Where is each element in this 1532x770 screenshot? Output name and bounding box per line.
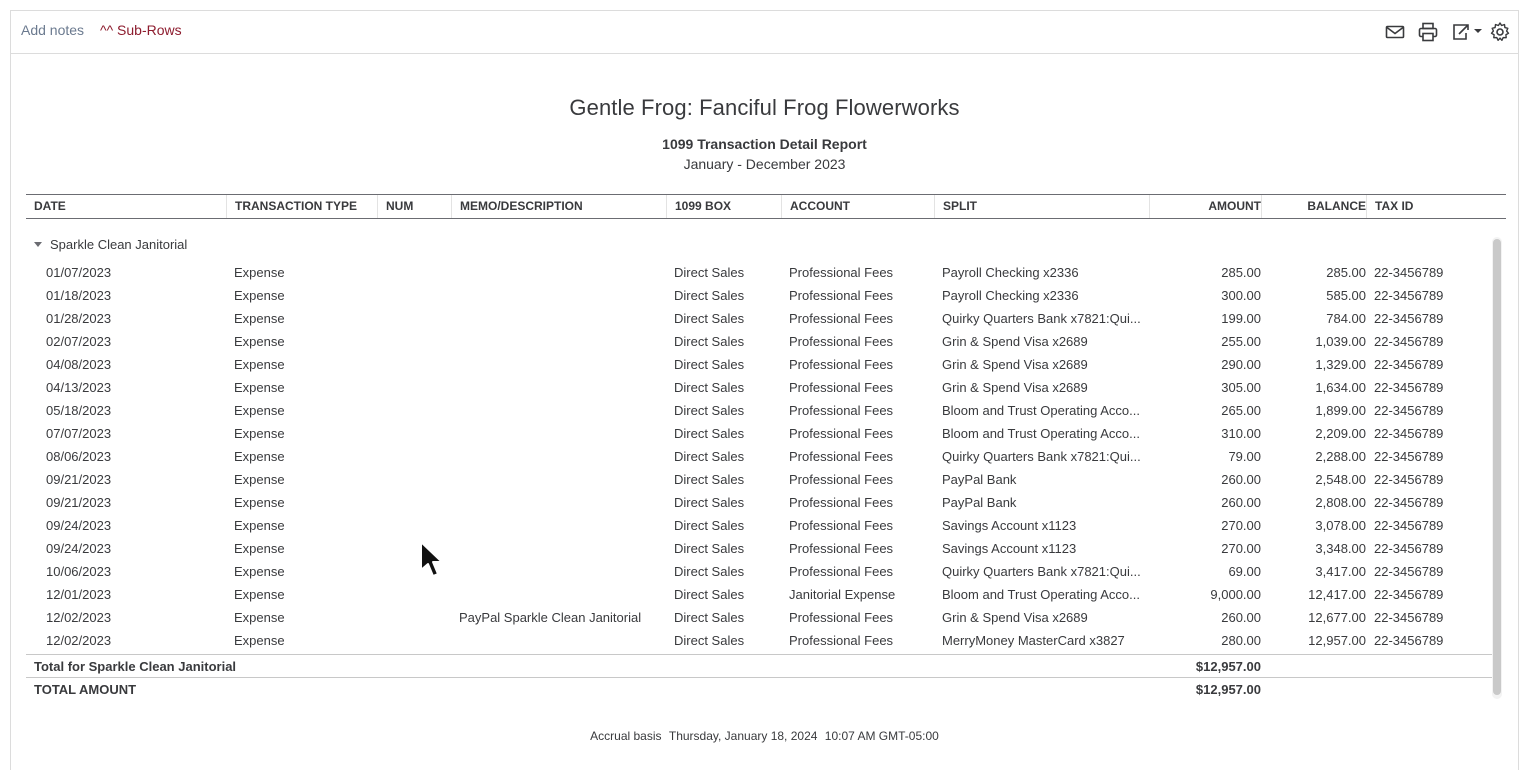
table-row[interactable] — [26, 399, 1492, 422]
cell-1099-box: Direct Sales — [674, 357, 745, 372]
cell-account: Professional Fees — [789, 495, 894, 510]
cell-split: Savings Account x1123 — [942, 518, 1077, 533]
cell-account: Professional Fees — [789, 311, 894, 326]
report-footer — [11, 729, 1518, 743]
cell-amount[interactable]: 260.00 — [1221, 495, 1261, 510]
cell-1099-box: Direct Sales — [674, 380, 745, 395]
cell-account: Professional Fees — [789, 449, 894, 464]
cell-date: 09/21/2023 — [46, 472, 112, 487]
cell-account: Professional Fees — [789, 472, 894, 487]
report-toolbar — [11, 11, 1518, 54]
table-row[interactable] — [26, 445, 1492, 468]
cell-num — [386, 284, 450, 307]
cell-balance: 3,417.00 — [1315, 564, 1366, 579]
group-total-amount[interactable]: $12,957.00 — [1195, 659, 1261, 674]
grand-total-label: TOTAL AMOUNT — [34, 682, 137, 697]
cell-split: Bloom and Trust Operating Acco... — [942, 403, 1140, 418]
report-frame — [10, 10, 1519, 770]
cell-account: Professional Fees — [789, 633, 894, 648]
cell-balance: 2,548.00 — [1315, 472, 1366, 487]
cell-balance: 1,634.00 — [1315, 380, 1366, 395]
cell-amount[interactable]: 290.00 — [1221, 357, 1261, 372]
cell-balance: 12,957.00 — [1308, 633, 1366, 648]
cell-transaction-type: Expense — [234, 610, 285, 625]
cell-amount[interactable]: 285.00 — [1221, 265, 1261, 280]
table-row[interactable] — [26, 422, 1492, 445]
cell-num — [386, 330, 450, 353]
cell-num — [386, 422, 450, 445]
cell-transaction-type: Expense — [234, 472, 285, 487]
cell-amount[interactable]: 260.00 — [1221, 472, 1261, 487]
cell-num — [386, 353, 450, 376]
cell-tax-id: 22-3456789 — [1374, 587, 1444, 602]
cell-num — [386, 307, 450, 330]
cell-split: Grin & Spend Visa x2689 — [942, 610, 1088, 625]
cell-amount[interactable]: 79.00 — [1228, 449, 1261, 464]
cell-1099-box: Direct Sales — [674, 495, 745, 510]
cell-1099-box: Direct Sales — [674, 288, 745, 303]
column-header-date[interactable]: DATE — [26, 195, 227, 218]
cell-date: 01/07/2023 — [46, 265, 112, 280]
cell-split: Bloom and Trust Operating Acco... — [942, 587, 1140, 602]
cell-1099-box: Direct Sales — [674, 633, 745, 648]
cell-balance: 3,348.00 — [1315, 541, 1366, 556]
cell-balance: 12,677.00 — [1308, 610, 1366, 625]
table-row[interactable] — [26, 330, 1492, 353]
cell-date: 01/28/2023 — [46, 311, 112, 326]
cell-date: 12/02/2023 — [46, 633, 112, 648]
footer-time: 10:07 AM GMT-05:00 — [824, 729, 939, 743]
cell-memo — [459, 514, 665, 537]
cell-num — [386, 491, 450, 514]
grand-total-amount[interactable]: $12,957.00 — [1195, 682, 1261, 697]
cell-1099-box: Direct Sales — [674, 403, 745, 418]
cell-tax-id: 22-3456789 — [1374, 357, 1444, 372]
cell-account: Professional Fees — [789, 541, 894, 556]
cell-date: 09/24/2023 — [46, 518, 112, 533]
cell-split: Savings Account x1123 — [942, 541, 1077, 556]
mouse-cursor-icon — [419, 540, 445, 580]
column-header-transaction-type[interactable]: TRANSACTION TYPE — [227, 195, 378, 218]
cell-1099-box: Direct Sales — [674, 449, 745, 464]
cell-tax-id: 22-3456789 — [1374, 334, 1444, 349]
column-header-amount[interactable]: AMOUNT — [1150, 195, 1262, 218]
group-total-row — [26, 654, 1492, 678]
cell-num — [386, 261, 450, 284]
cell-split: Quirky Quarters Bank x7821:Qui... — [942, 564, 1141, 579]
table-row[interactable] — [26, 353, 1492, 376]
cell-memo — [459, 376, 665, 399]
cell-split: Payroll Checking x2336 — [942, 288, 1079, 303]
cell-account: Professional Fees — [789, 564, 894, 579]
cell-amount[interactable]: 9,000.00 — [1210, 587, 1261, 602]
cell-amount[interactable]: 300.00 — [1221, 288, 1261, 303]
table-row[interactable] — [26, 491, 1492, 514]
cell-tax-id: 22-3456789 — [1374, 288, 1444, 303]
cell-amount[interactable]: 310.00 — [1221, 426, 1261, 441]
cell-split: Grin & Spend Visa x2689 — [942, 357, 1088, 372]
cell-transaction-type: Expense — [234, 449, 285, 464]
cell-tax-id: 22-3456789 — [1374, 265, 1444, 280]
cell-memo — [459, 284, 665, 307]
table-row[interactable] — [26, 583, 1492, 606]
cell-transaction-type: Expense — [234, 633, 285, 648]
cell-date: 04/08/2023 — [46, 357, 112, 372]
cell-tax-id: 22-3456789 — [1374, 633, 1444, 648]
cell-account: Professional Fees — [789, 288, 894, 303]
cell-date: 07/07/2023 — [46, 426, 112, 441]
cell-memo — [459, 261, 665, 284]
cell-1099-box: Direct Sales — [674, 564, 745, 579]
table-row[interactable] — [26, 629, 1492, 652]
column-header-1099-box[interactable]: 1099 BOX — [667, 195, 782, 218]
cell-date: 12/01/2023 — [46, 587, 112, 602]
cell-balance: 2,209.00 — [1315, 426, 1366, 441]
cell-date: 05/18/2023 — [46, 403, 112, 418]
cell-tax-id: 22-3456789 — [1374, 564, 1444, 579]
table-row[interactable] — [26, 261, 1492, 284]
cell-tax-id: 22-3456789 — [1374, 311, 1444, 326]
cell-split: Quirky Quarters Bank x7821:Qui... — [942, 311, 1141, 326]
cell-account: Professional Fees — [789, 265, 894, 280]
cell-balance: 2,288.00 — [1315, 449, 1366, 464]
cell-1099-box: Direct Sales — [674, 610, 745, 625]
cell-tax-id: 22-3456789 — [1374, 403, 1444, 418]
scrollbar-thumb[interactable] — [1493, 239, 1501, 695]
cell-num — [386, 514, 450, 537]
cell-1099-box: Direct Sales — [674, 334, 745, 349]
cell-split: Grin & Spend Visa x2689 — [942, 334, 1088, 349]
cell-1099-box: Direct Sales — [674, 426, 745, 441]
cell-transaction-type: Expense — [234, 357, 285, 372]
cell-account: Janitorial Expense — [789, 587, 896, 602]
cell-memo — [459, 399, 665, 422]
cell-memo — [459, 468, 665, 491]
cell-tax-id: 22-3456789 — [1374, 610, 1444, 625]
table-row[interactable] — [26, 537, 1492, 560]
cell-memo — [459, 583, 665, 606]
cell-balance: 285.00 — [1326, 265, 1366, 280]
cell-transaction-type: Expense — [234, 311, 285, 326]
cell-tax-id: 22-3456789 — [1374, 449, 1444, 464]
cell-1099-box: Direct Sales — [674, 265, 745, 280]
cell-tax-id: 22-3456789 — [1374, 472, 1444, 487]
footer-date: Thursday, January 18, 2024 — [668, 729, 818, 743]
cell-memo — [459, 307, 665, 330]
cell-split: PayPal Bank — [942, 472, 1017, 487]
column-header-num[interactable]: NUM — [378, 195, 452, 218]
cell-date: 04/13/2023 — [46, 380, 112, 395]
print-icon[interactable] — [1417, 21, 1439, 43]
cell-transaction-type: Expense — [234, 426, 285, 441]
add-notes-link[interactable]: Add notes — [21, 22, 85, 38]
table-row[interactable] — [26, 468, 1492, 491]
cell-memo — [459, 330, 665, 353]
cell-split: MerryMoney MasterCard x3827 — [942, 633, 1125, 648]
cell-split: PayPal Bank — [942, 495, 1017, 510]
group-name: Sparkle Clean Janitorial — [50, 237, 188, 252]
cell-memo — [459, 445, 665, 468]
collapse-caret-icon[interactable] — [34, 242, 42, 247]
cell-transaction-type: Expense — [234, 564, 285, 579]
cell-memo — [459, 629, 665, 652]
cell-num — [386, 445, 450, 468]
cell-date: 09/24/2023 — [46, 541, 112, 556]
table-scrollbar[interactable] — [1492, 237, 1502, 699]
table-row[interactable] — [26, 514, 1492, 537]
cell-tax-id: 22-3456789 — [1374, 380, 1444, 395]
cell-split: Quirky Quarters Bank x7821:Qui... — [942, 449, 1141, 464]
cell-balance: 2,808.00 — [1315, 495, 1366, 510]
column-header-balance[interactable]: BALANCE — [1262, 195, 1367, 218]
cell-transaction-type: Expense — [234, 587, 285, 602]
cell-1099-box: Direct Sales — [674, 518, 745, 533]
group-row-vendor[interactable] — [26, 237, 187, 252]
cell-account: Professional Fees — [789, 357, 894, 372]
cell-transaction-type: Expense — [234, 541, 285, 556]
table-row[interactable] — [26, 376, 1492, 399]
cell-amount[interactable]: 199.00 — [1221, 311, 1261, 326]
cell-tax-id: 22-3456789 — [1374, 518, 1444, 533]
cell-split: Grin & Spend Visa x2689 — [942, 380, 1088, 395]
cell-account: Professional Fees — [789, 518, 894, 533]
mail-icon[interactable] — [1384, 21, 1406, 43]
cell-amount[interactable]: 305.00 — [1221, 380, 1261, 395]
cell-date: 09/21/2023 — [46, 495, 112, 510]
cell-num — [386, 583, 450, 606]
cell-tax-id: 22-3456789 — [1374, 495, 1444, 510]
cell-balance: 784.00 — [1326, 311, 1366, 326]
cell-1099-box: Direct Sales — [674, 311, 745, 326]
footer-basis: Accrual basis — [590, 729, 662, 743]
cell-num — [386, 629, 450, 652]
table-header — [26, 194, 1506, 219]
report-date-range: January - December 2023 — [683, 156, 846, 172]
column-header-memo[interactable]: MEMO/DESCRIPTION — [452, 195, 667, 218]
cell-transaction-type: Expense — [234, 334, 285, 349]
cell-transaction-type: Expense — [234, 403, 285, 418]
cell-transaction-type: Expense — [234, 518, 285, 533]
table-row[interactable] — [26, 560, 1492, 583]
cell-account: Professional Fees — [789, 380, 894, 395]
table-row[interactable] — [26, 284, 1492, 307]
cell-num — [386, 606, 450, 629]
cell-memo — [459, 537, 665, 560]
table-row[interactable] — [26, 606, 1492, 629]
cell-date: 02/07/2023 — [46, 334, 112, 349]
cell-1099-box: Direct Sales — [674, 472, 745, 487]
cell-account: Professional Fees — [789, 334, 894, 349]
table-row[interactable] — [26, 307, 1492, 330]
cell-date: 08/06/2023 — [46, 449, 112, 464]
cell-account: Professional Fees — [789, 610, 894, 625]
cell-date: 01/18/2023 — [46, 288, 112, 303]
cell-balance: 1,039.00 — [1315, 334, 1366, 349]
cell-num — [386, 376, 450, 399]
gear-icon[interactable] — [1489, 21, 1511, 43]
cell-transaction-type: Expense — [234, 288, 285, 303]
cell-balance: 3,078.00 — [1315, 518, 1366, 533]
company-name: Gentle Frog: Fanciful Frog Flowerworks — [569, 95, 960, 120]
cell-date: 12/02/2023 — [46, 610, 112, 625]
cell-num — [386, 399, 450, 422]
cell-amount[interactable]: 270.00 — [1221, 541, 1261, 556]
cell-amount[interactable]: 270.00 — [1221, 518, 1261, 533]
cell-num — [386, 468, 450, 491]
sub-rows-link[interactable]: ^^ Sub-Rows — [100, 22, 182, 38]
cell-account: Professional Fees — [789, 403, 894, 418]
cell-1099-box: Direct Sales — [674, 541, 745, 556]
cell-transaction-type: Expense — [234, 265, 285, 280]
column-header-tax-id[interactable]: TAX ID — [1375, 199, 1414, 213]
cell-amount[interactable]: 265.00 — [1221, 403, 1261, 418]
cell-tax-id: 22-3456789 — [1374, 541, 1444, 556]
grand-total-row — [26, 677, 1492, 701]
cell-memo — [459, 491, 665, 514]
cell-transaction-type: Expense — [234, 495, 285, 510]
cell-1099-box: Direct Sales — [674, 587, 745, 602]
cell-amount[interactable]: 260.00 — [1221, 610, 1261, 625]
cell-memo — [459, 353, 665, 376]
cell-balance: 585.00 — [1326, 288, 1366, 303]
cell-memo — [459, 560, 665, 583]
cell-amount[interactable]: 255.00 — [1221, 334, 1261, 349]
cell-memo: PayPal Sparkle Clean Janitorial — [459, 610, 642, 625]
cell-transaction-type: Expense — [234, 380, 285, 395]
cell-date: 10/06/2023 — [46, 564, 112, 579]
cell-balance: 1,899.00 — [1315, 403, 1366, 418]
cell-split: Bloom and Trust Operating Acco... — [942, 426, 1140, 441]
column-header-split[interactable]: SPLIT — [935, 195, 1150, 218]
cell-balance: 12,417.00 — [1308, 587, 1366, 602]
group-total-label: Total for Sparkle Clean Janitorial — [34, 659, 237, 674]
cell-balance: 1,329.00 — [1315, 357, 1366, 372]
column-header-account[interactable]: ACCOUNT — [782, 195, 935, 218]
cell-tax-id: 22-3456789 — [1374, 426, 1444, 441]
cell-memo — [459, 422, 665, 445]
cell-amount[interactable]: 280.00 — [1221, 633, 1261, 648]
transaction-rows — [26, 261, 1492, 652]
export-icon[interactable] — [1450, 21, 1484, 43]
cell-amount[interactable]: 69.00 — [1228, 564, 1261, 579]
cell-split: Payroll Checking x2336 — [942, 265, 1079, 280]
cell-account: Professional Fees — [789, 426, 894, 441]
report-title: 1099 Transaction Detail Report — [662, 136, 867, 152]
